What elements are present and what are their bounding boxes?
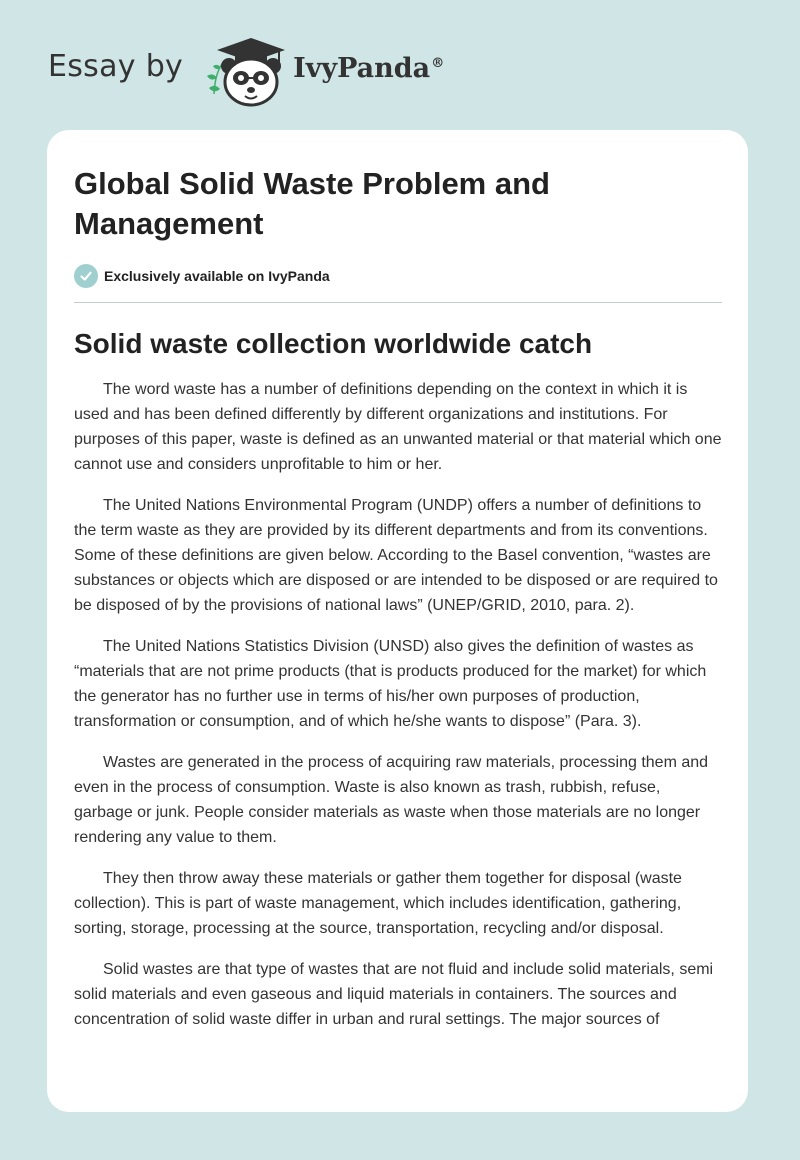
brand-name-text: IvyPanda [293, 52, 431, 84]
panda-graduate-logo-icon[interactable] [199, 36, 289, 108]
article-card [47, 130, 748, 1112]
registered-mark: ® [431, 55, 445, 71]
paragraph: The United Nations Statistics Division (UNSD) also gives the definition of wastes as “materials that are not prime products (that is products produced for the market) for which the generator has no further use in terms of his/her own purposes of production, transformation or consumption, and of which he/she wants to dispose” (Para. 3). [74, 638, 707, 730]
brand-prefix: Essay by [48, 48, 184, 84]
badge-label: Exclusively available on IvyPanda [104, 268, 330, 284]
brand-header [48, 36, 444, 108]
paragraph: Wastes are generated in the process of acquiring raw materials, processing them and even in the process of consumption. Waste is also known as trash, rubbish, refuse, garbage or junk. People consider materials as waste when those materials are no longer rendering any value to them. [74, 754, 709, 846]
section-heading: Solid waste collection worldwide catch [74, 328, 593, 359]
paragraph: The United Nations Environmental Program (UNDP) offers a number of definitions to the term waste as they are provided by its different departments and from its conventions. Some of these definitions are given below. According to the Basel convention, “wastes are substances or objects which are disposed or are intended to be disposed or are required to be disposed of by the provisions of national laws” (UNEP/GRID, 2010, para. 2). [74, 497, 718, 614]
paragraph: They then throw away these materials or gather them together for disposal (waste collection). This is part of waste management, which includes identification, gathering, sorting, storage, processing at the source, transportation, recycling and/or disposal. [74, 870, 682, 937]
paragraph: The word waste has a number of definitions depending on the context in which it is used and has been defined differently by different organizations and institutions. For purposes of this paper, waste is defined as an unwanted material or that material which one cannot use and considers unprofitable to him or her. [74, 381, 722, 473]
exclusive-badge [74, 264, 722, 288]
article-body [74, 377, 722, 1032]
paragraph: Solid wastes are that type of wastes that are not fluid and include solid materials, semi solid materials and even gaseous and liquid materials in containers. The sources and concentration of solid waste differ in urban and rural settings. The major sources of [74, 961, 714, 1028]
divider [74, 302, 722, 303]
checkmark-icon [74, 264, 98, 288]
article-title: Global Solid Waste Problem and Management [74, 166, 550, 241]
brand-name[interactable] [293, 53, 444, 84]
